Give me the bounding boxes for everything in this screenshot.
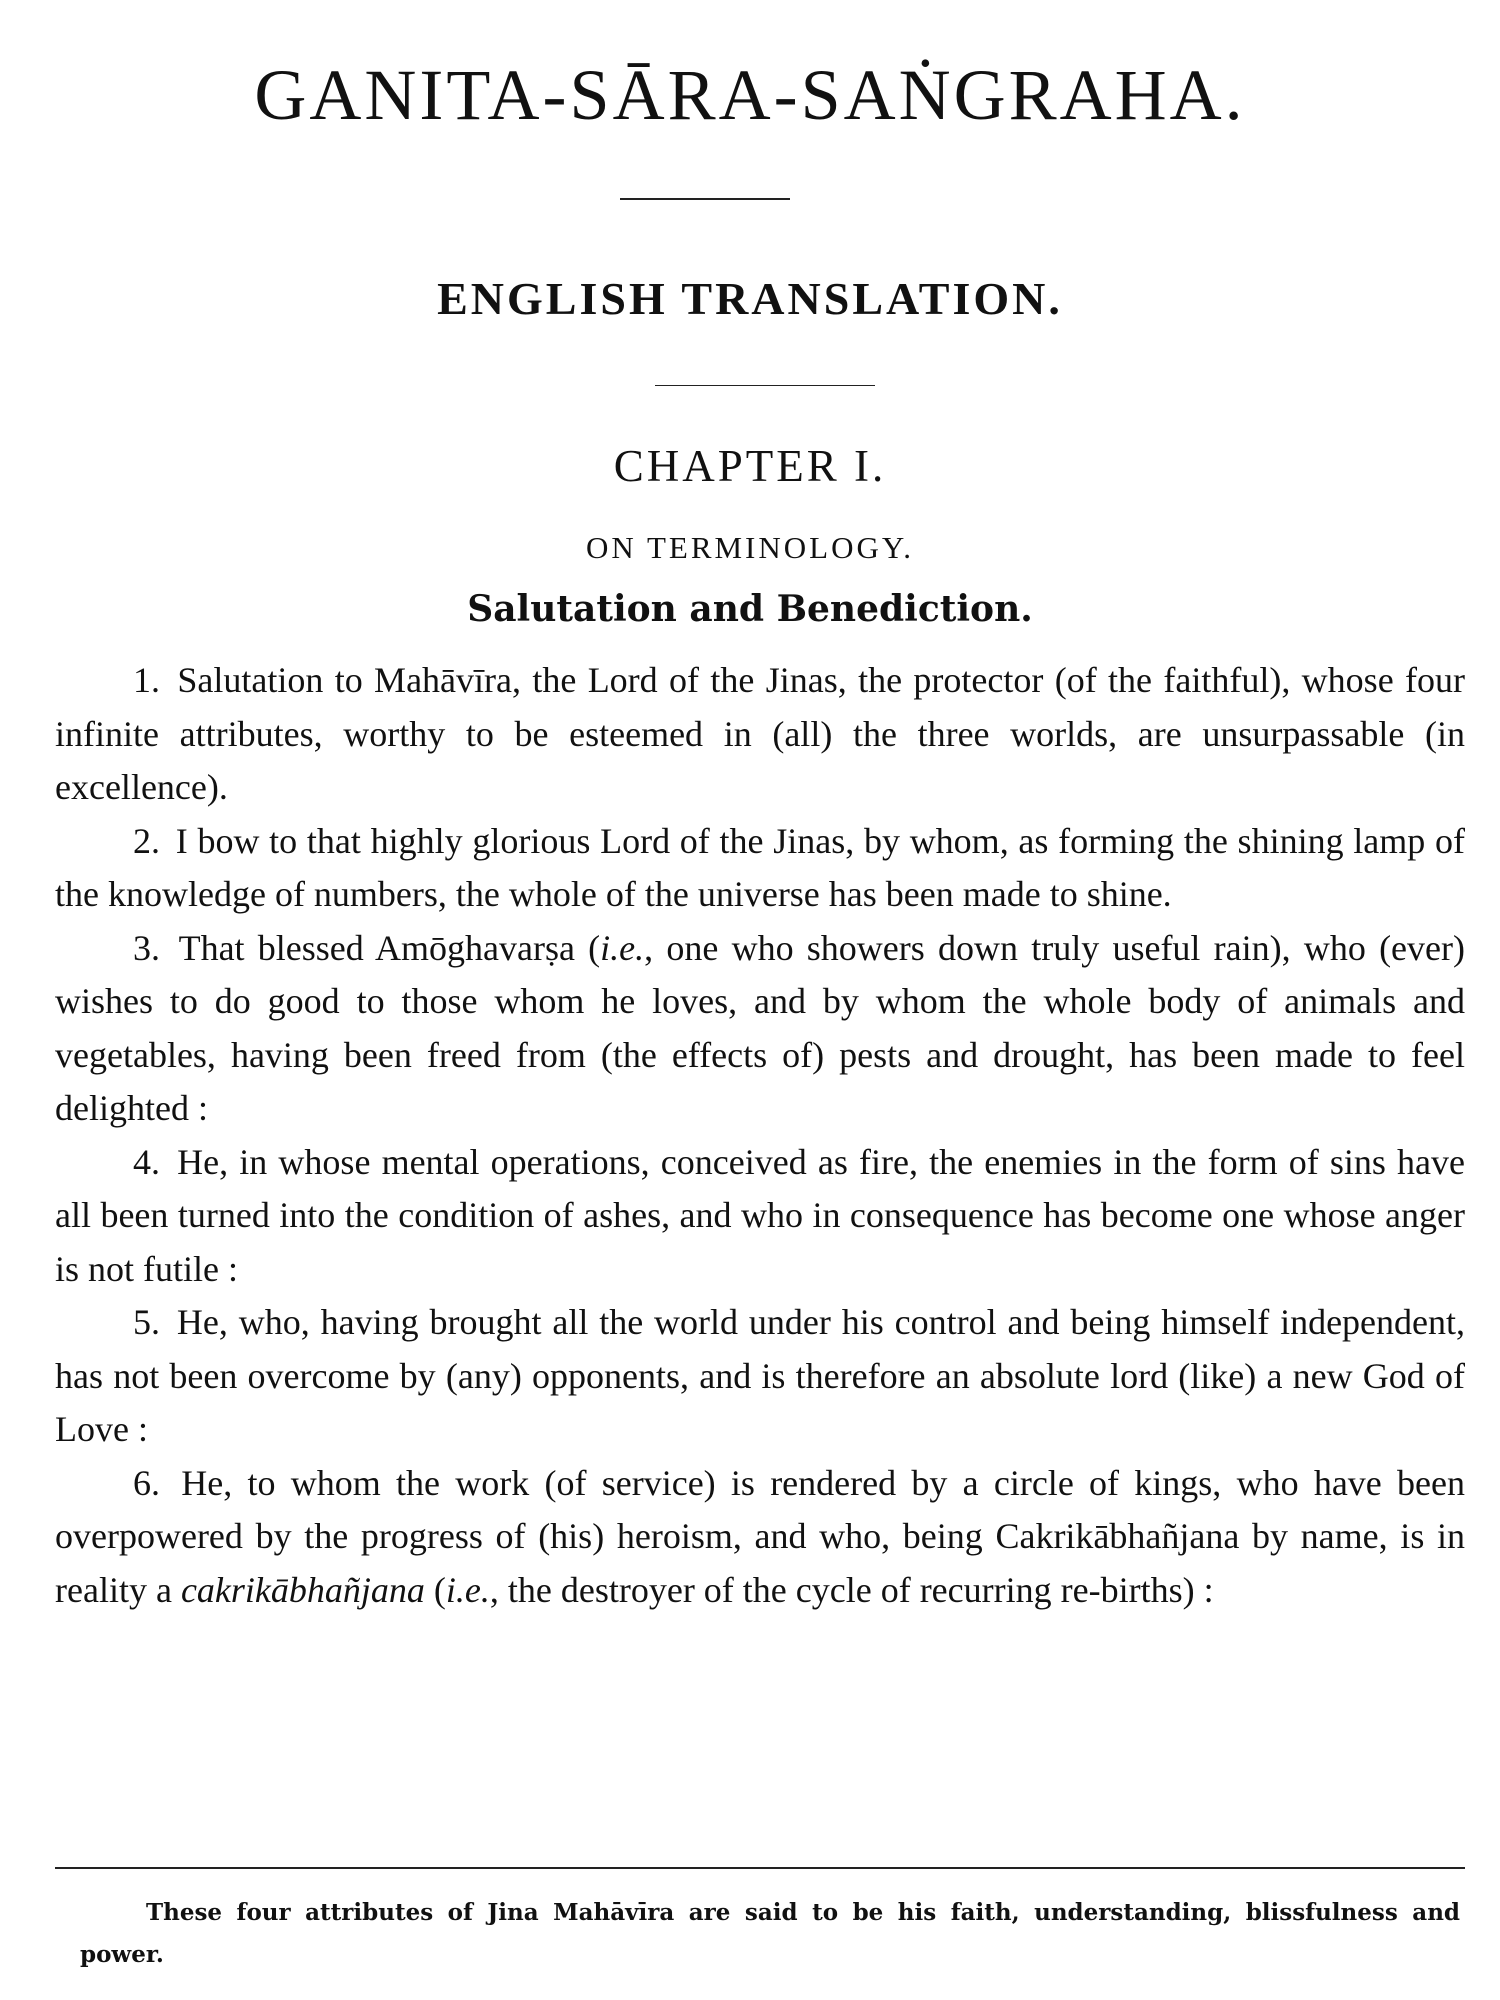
verse-body: He, who, having brought all the world under his control and being himself independent, has not been overcome by (any) opponents, and is therefore an absolute lord (like) a new God of Love : [55, 1302, 1466, 1449]
verse-body: Salutation to Mahāvīra, the Lord of the Jinas, the protector (of the faithful), whose four infinite attributes, worthy to be esteemed in (all) the three worlds, are unsurpassable (in excellence). [55, 660, 1466, 807]
abbreviation: i.e. [600, 927, 645, 968]
sanskrit-term: cakrikābhañjana [180, 1569, 425, 1610]
verse-2 [55, 815, 1465, 922]
verse-6 [55, 1457, 1465, 1618]
title-separator [620, 198, 790, 200]
verse-number: 6. [133, 1462, 160, 1503]
footnote: These four attributes of Jina Mahāvīra are said to be his faith, understanding, blissfulness and power. [80, 1899, 1460, 1968]
verse-number: 5. [133, 1302, 160, 1342]
verse-4 [55, 1136, 1465, 1297]
book-title: GANITA-SĀRA-SAṄGRAHA. [254, 55, 1246, 135]
verse-number: 3. [133, 927, 160, 968]
verse-body: That blessed Amōghavarṣa ( [178, 927, 601, 968]
verse-text [55, 654, 1465, 1617]
verse-number: 1. [133, 660, 160, 700]
verse-3 [55, 922, 1465, 1136]
verse-body: He, in whose mental operations, conceived as fire, the enemies in the form of sins have all been turned into the condition of ashes, and who in consequence has become one whose anger is not futile : [55, 1141, 1466, 1289]
verse-number: 2. [133, 820, 160, 861]
verse-body: I bow to that highly glorious Lord of the Jinas, by whom, as forming the shining lamp of the knowledge of numbers, the whole of the universe has been made to shine. [55, 820, 1466, 914]
verse-1 [55, 654, 1465, 815]
translation-heading: ENGLISH TRANSLATION. [437, 273, 1063, 324]
verse-body: , one who showers down truly useful rain), who (ever) wishes to do good to those whom he loves, and by whom the whole body of animals and vegetables, having been freed from (the effects of) pests and drought, has been made to feel delighted : [55, 927, 1465, 1128]
verse-5 [55, 1296, 1465, 1457]
subtitle-separator [655, 385, 875, 386]
footnote-rule [55, 1867, 1465, 1869]
abbreviation: i.e. [445, 1569, 490, 1610]
section-heading: Salutation and Benediction. [467, 588, 1033, 630]
verse-body: , the destroyer of the cycle of recurring re-births) : [489, 1569, 1214, 1610]
chapter-heading: CHAPTER I. [613, 441, 887, 491]
verse-number: 4. [133, 1141, 160, 1182]
chapter-topic: ON TERMINOLOGY. [585, 530, 915, 565]
verse-body: He, to whom the work (of service) is rendered by a circle of kings, who have been overpowered by the progress of (his) heroism, and who, being Cakrikābhañjana by name, is in reality a [55, 1462, 1466, 1610]
verse-body: ( [424, 1569, 446, 1610]
